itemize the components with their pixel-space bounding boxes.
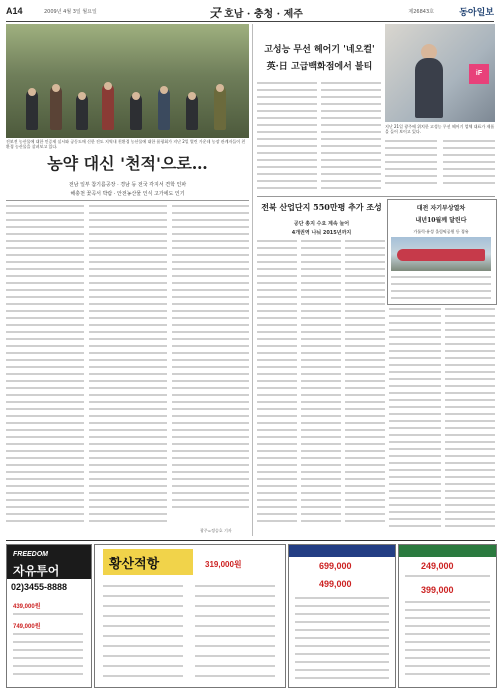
maglev-train-photo xyxy=(391,237,491,271)
article-headline: 英·日 고급백화점에서 불티 xyxy=(266,62,373,72)
divider xyxy=(6,200,249,201)
article-body-column xyxy=(172,205,249,513)
issue-date: 2009년 4월 3일 월요일 xyxy=(44,9,97,15)
ad-name: 자유투어 xyxy=(13,564,60,578)
section-name: 호남 · 충청 · 제주 xyxy=(224,9,303,20)
ad-brand: FREEDOM xyxy=(13,551,48,558)
byline: 광주=정승호 기자 xyxy=(200,528,232,533)
newspaper-logo: 동아일보 xyxy=(459,8,494,18)
article-body-column xyxy=(321,82,381,194)
page-number: A14 xyxy=(6,6,23,16)
golf-ad xyxy=(398,544,497,688)
package-ad xyxy=(288,544,396,688)
article-body-column xyxy=(391,276,491,304)
travel-ad xyxy=(6,544,92,688)
article-headline: 전북 산업단지 550만평 추가 조성 xyxy=(261,202,382,212)
article-body-column xyxy=(345,240,385,527)
ad-price: 249,000 xyxy=(421,561,454,571)
article-body-column xyxy=(445,308,495,532)
ad-title: 황산적항 xyxy=(109,556,160,571)
ad-price: 749,000원 xyxy=(13,624,41,630)
article-subhead: 해충천 꽃곡서 박람 · 안전농산물 인식 고가에도 인기 xyxy=(70,191,185,197)
article-subhead: 4개권역 나눠 2015년까지 xyxy=(291,230,352,236)
article-subhead: 전남 일부 참기름공장 · 경남 등 전국 각지서 견학 인파 xyxy=(68,182,187,188)
article-headline: 고성능 무선 헤어기 '네오컬' xyxy=(264,45,375,55)
article-body-column xyxy=(257,240,297,527)
photo-caption: 지난 21일 광주에 위치한 고성능 무선 헤어기 업체 대표가 제품을 들어 보이고 있다. xyxy=(385,124,495,134)
article-headline: 내년10월께 달린다 xyxy=(415,217,467,224)
ad-price: 439,000원 xyxy=(13,604,41,610)
page-header xyxy=(6,3,494,22)
divider xyxy=(257,196,495,197)
article-headline: 대전 자기부상열차 xyxy=(416,205,466,212)
ad-price: 499,000 xyxy=(319,579,352,589)
section-title xyxy=(209,4,303,21)
column-separator xyxy=(252,24,253,536)
ad-price: 399,000 xyxy=(421,585,454,595)
article-body-column xyxy=(6,205,84,527)
article-subhead: 가톨릭·유성 올림픽공원 등 경유 xyxy=(413,229,469,234)
ads-divider xyxy=(6,540,495,541)
ad-phone: 02)3455-8888 xyxy=(11,582,68,592)
article-body-column xyxy=(385,140,437,189)
farm-photo xyxy=(6,24,249,138)
article-subhead: 공단 총지 수요 계속 늘어 xyxy=(293,221,350,227)
article-body-column xyxy=(443,140,495,189)
article-body-column xyxy=(301,240,341,527)
tour-ad xyxy=(94,544,286,688)
article-body-column xyxy=(389,308,441,532)
ad-price: 699,000 xyxy=(319,561,352,571)
article-body-column xyxy=(257,82,317,194)
article-headline: 농약 대신 '천적'으로… xyxy=(47,154,208,173)
product-photo xyxy=(385,24,495,122)
section-script: 굿 xyxy=(209,6,221,20)
issue-number: 제26843호 xyxy=(408,9,434,15)
photo-caption: 진보전 농산물에 대한 인증제 실시와 공동도매 신한 진도 지역내 친환경 농산물에 대한 품평회가 지난 2일 열린 가운데 농장 관계자들이 친환경 농산물을 살펴보고 있다. xyxy=(6,139,246,149)
article-body-column xyxy=(89,205,167,527)
ad-price: 319,000원 xyxy=(205,560,242,569)
if-award-logo: iF xyxy=(469,64,489,84)
